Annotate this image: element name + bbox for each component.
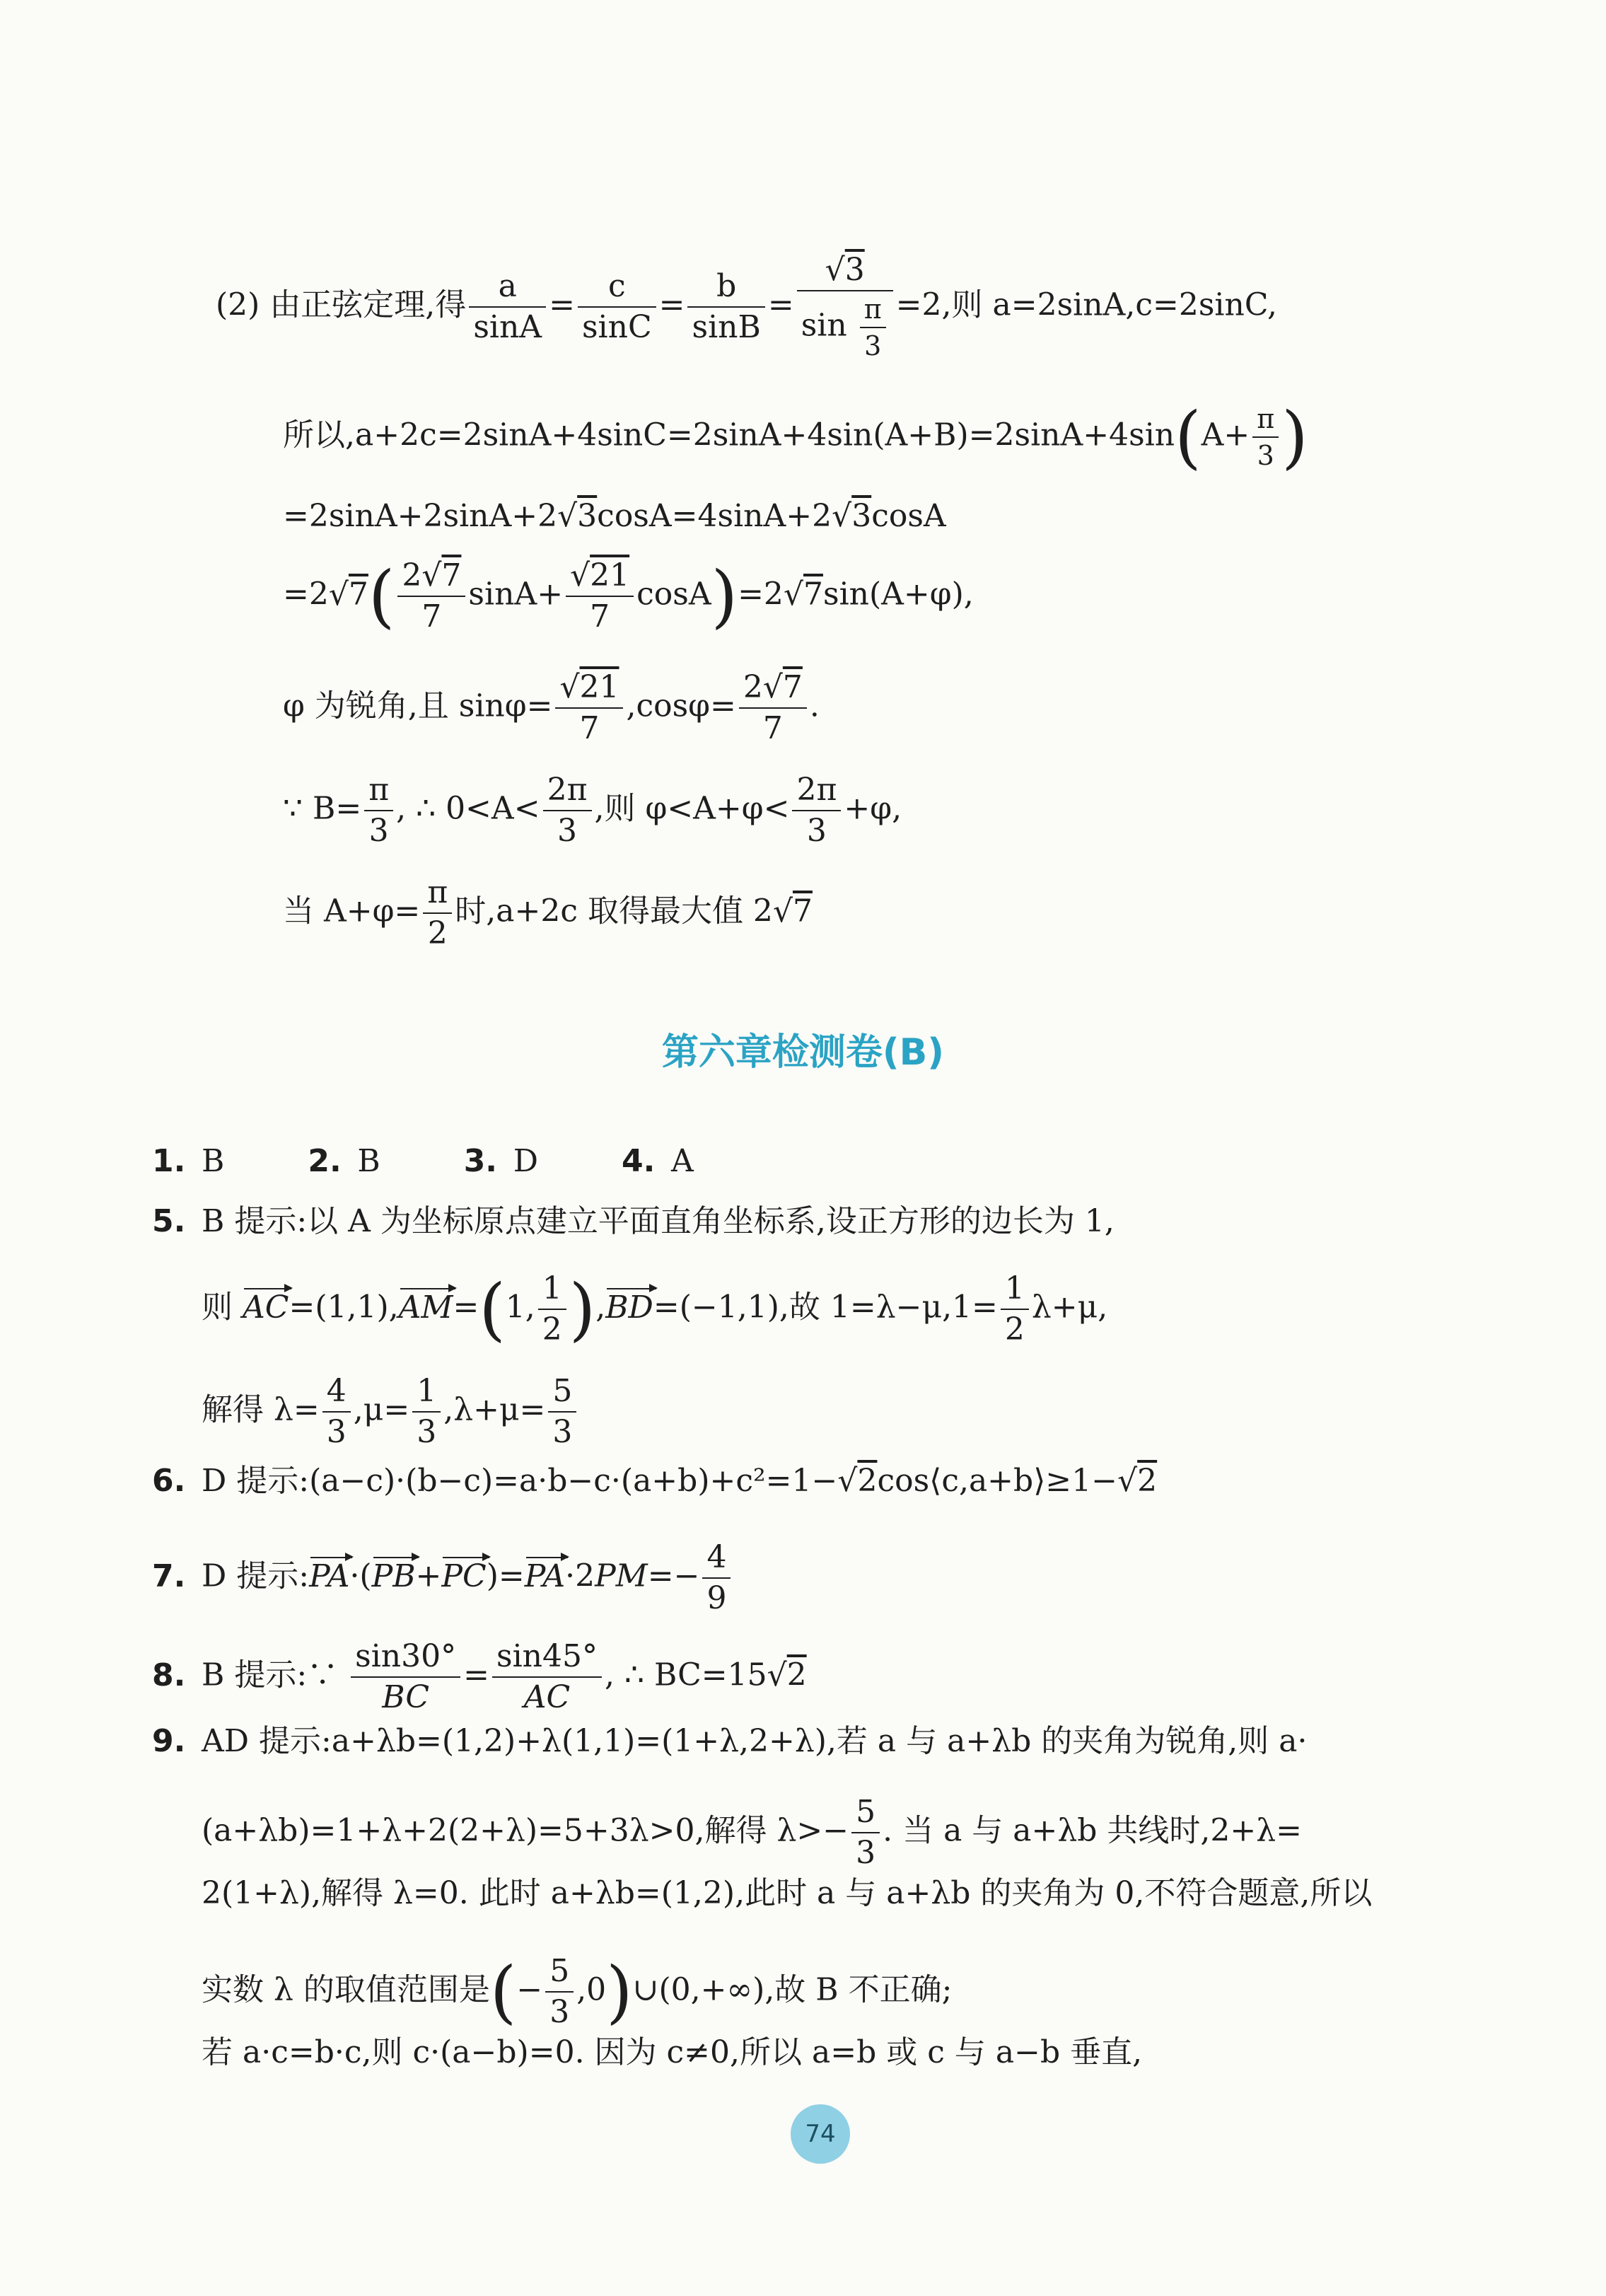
answers-row-1-4	[152, 1143, 694, 1179]
fraction: √ 3 sin $\frac{\pi}{3}$	[797, 255, 893, 359]
answer-3: 3. D	[463, 1143, 538, 1179]
part2-line1: (2) 由正弦定理,得 $\frac{a}{\sin A}$ = $\frac{c}{\sin C}$ = $\frac{b}{\sin B}$ = √ 3 sin $\frac{\pi}{3}$ =2,则 a=2sinA,c=2sinC,	[216, 255, 1277, 359]
answer-1: 1. B	[152, 1143, 225, 1179]
answer-7: 7. D 提示:PA·(PB+PC)=PA·2PM=− $\frac{4}{9}$	[152, 1542, 733, 1614]
part2-line4: =2√ 7( $\frac{2√ 7}{7}$ sinA+ √ $\frac{21}{7}$ cosA)=2√ 7sin(A+φ),	[283, 560, 974, 632]
answer-5-line3: 解得 λ= $\frac{4}{3}$ ,μ= $\frac{1}{3}$ ,λ+μ= $\frac{5}{3}$	[202, 1376, 579, 1448]
answer-4: 4. A	[621, 1143, 694, 1179]
answer-9-line5: 若 a·c=b·c,则 c·(a−b)=0. 因为 c≠0,所以 a=b 或 c 与 a−b 垂直,	[202, 2034, 1143, 2070]
answer-9-line4: 实数 λ 的取值范围是(− $\frac{5}{3}$ ,0)∪(0,+∞),故 B 不正确;	[202, 1952, 953, 2031]
page-number: 74	[791, 2104, 850, 2164]
answer-5-line1: 5. B 提示:以 A 为坐标原点建立平面直角坐标系,设正方形的边长为 1,	[152, 1203, 1115, 1239]
answer-9-line1: 9. AD 提示:a+λb=(1,2)+λ(1,1)=(1+λ,2+λ),若 a 与 a+λb 的夹角为锐角,则 a·	[152, 1723, 1308, 1759]
fraction: $\frac{c}{\sin C}$	[578, 271, 656, 343]
fraction: $\frac{b}{\sin B}$	[687, 271, 764, 343]
part2-line3: =2sinA+2sinA+2√ 3cosA=4sinA+2√ 3cosA	[283, 501, 946, 532]
part2-line5: φ 为锐角,且 sinφ= √ $\frac{21}{7}$ ,cosφ= $\frac{2√ 7}{7}$ .	[283, 672, 820, 744]
part2-line7: 当 A+φ= $\frac{\pi}{2}$ 时,a+2c 取得最大值 2√ 7	[283, 877, 813, 949]
answer-9-line2: (a+λb)=1+λ+2(2+λ)=5+3λ>0,解得 λ>− $\frac{5}{3}$ . 当 a 与 a+λb 共线时,2+λ=	[202, 1794, 1303, 1871]
part2-line6: ∵ B= $\frac{\pi}{3}$ , ∴ 0<A< $\frac{2\pi}{3}$ ,则 φ<A+φ< $\frac{2\pi}{3}$ +φ,	[283, 772, 902, 849]
section-title: 第六章检测卷(B)	[661, 1031, 945, 1074]
answer-2: 2. B	[308, 1143, 380, 1179]
answer-6: 6. D 提示:(a−c)·(b−c)=a·b−c·(a+b)+c²=1−√ 2cos⟨c,a+b⟩≥1−√ 2	[152, 1466, 1157, 1497]
answer-5-line2: 则 AC=(1,1),AM=(1, $\frac{1}{2}$ ),BD=(−1,1),故 1=λ−μ,1= $\frac{1}{2}$ λ+μ,	[202, 1270, 1108, 1349]
answer-9-line3: 2(1+λ),解得 λ=0. 此时 a+λb=(1,2),此时 a 与 a+λb 的夹角为 0,不符合题意,所以	[202, 1875, 1373, 1911]
answer-8: 8. B 提示:∵ $\frac{\sin 30^\circ}{BC}$ = $\frac{\sin 45^\circ}{AC}$ , ∴ BC=15√ 2	[152, 1641, 807, 1713]
part2-line2: 所以,a+2c=2sinA+4sinC=2sinA+4sin(A+B)=2sinA+4sin(A+ $\frac{\pi}{3}$ )	[283, 398, 1308, 477]
fraction: $\frac{a}{\sin A}$	[469, 271, 546, 343]
